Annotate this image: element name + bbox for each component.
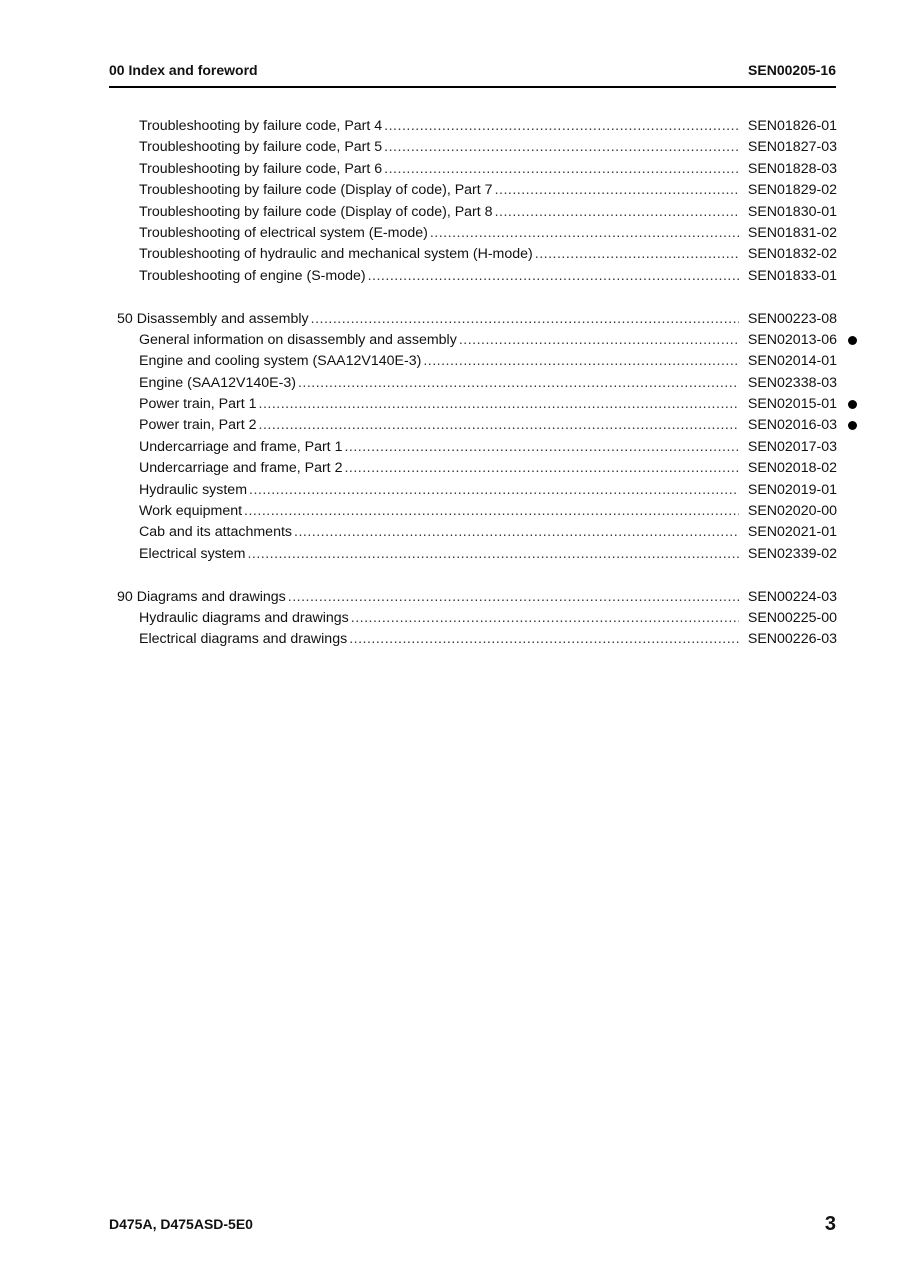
- leader-dots: [288, 587, 739, 608]
- leader-dots: [495, 202, 739, 223]
- toc-entry-title: Hydraulic system: [139, 481, 248, 498]
- toc-entry-title: Troubleshooting by failure code, Part 4: [139, 118, 383, 134]
- header-section-title: 00 Index and foreword: [109, 62, 258, 78]
- toc-entry-code: SEN02017-03: [747, 438, 837, 455]
- toc-entry[interactable]: [117, 522, 837, 543]
- toc-entry[interactable]: [117, 137, 837, 158]
- toc-entry-title: Troubleshooting by failure code (Display of code), Part 8: [139, 203, 493, 220]
- toc-section-code: SEN00223-08: [747, 310, 837, 327]
- leader-dots: [349, 629, 739, 650]
- toc-entry-title: Work equipment: [139, 503, 243, 520]
- toc-entry[interactable]: [117, 244, 837, 265]
- toc-entry-code: SEN02338-03: [747, 374, 837, 391]
- toc-entry-title: Electrical diagrams and drawings: [139, 631, 348, 648]
- toc-entry-title: Engine (SAA12V140E-3): [139, 374, 296, 391]
- leader-dots: [244, 501, 739, 522]
- toc-entry[interactable]: [117, 266, 837, 287]
- leader-dots: [259, 394, 740, 415]
- toc-section-title: 90 Diagrams and drawings: [117, 588, 286, 605]
- toc-entry-code: SEN01832-02: [747, 246, 837, 263]
- toc-entry[interactable]: [117, 202, 837, 223]
- toc-entry[interactable]: [117, 159, 837, 180]
- revision-bullet-icon: [848, 400, 857, 409]
- page-number: 3: [824, 1212, 836, 1235]
- toc-entry-title: General information on disassembly and assembly: [139, 331, 457, 348]
- toc-entry[interactable]: [117, 116, 837, 137]
- header-rule: [109, 86, 836, 88]
- toc-entry-title: Undercarriage and frame, Part 2: [139, 460, 343, 477]
- leader-dots: [495, 180, 739, 201]
- toc-entry-title: Electrical system: [139, 545, 246, 562]
- leader-dots: [384, 116, 739, 137]
- leader-dots: [430, 223, 739, 244]
- toc-entry-code: SEN02339-02: [747, 545, 837, 562]
- toc-entry-code: SEN01833-01: [747, 267, 837, 284]
- revision-bullet-icon: [848, 421, 857, 430]
- toc-entry[interactable]: [117, 480, 837, 501]
- leader-dots: [384, 159, 739, 180]
- toc-entry[interactable]: [117, 223, 837, 244]
- toc-entry-code: SEN02014-01: [747, 353, 837, 370]
- leader-dots: [259, 415, 740, 436]
- toc-entry-code: SEN01827-03: [747, 139, 837, 156]
- toc-entry[interactable]: [117, 544, 837, 565]
- toc-entry-title: Troubleshooting of engine (S-mode): [139, 267, 366, 284]
- leader-dots: [535, 244, 739, 265]
- toc-section-title: 50 Disassembly and assembly: [117, 310, 309, 327]
- toc-entry-title: Troubleshooting by failure code, Part 5: [139, 139, 383, 156]
- toc-entry-code: SEN01828-03: [747, 160, 837, 177]
- toc-entry-title: Troubleshooting of hydraulic and mechanical system (H-mode): [139, 246, 533, 263]
- toc-entry-title: Troubleshooting by failure code (Display of code), Part 7: [139, 182, 493, 199]
- leader-dots: [249, 480, 739, 501]
- toc-entry[interactable]: [117, 629, 837, 650]
- toc-entry-code: SEN01829-02: [747, 182, 837, 199]
- leader-dots: [247, 544, 739, 565]
- toc-entry[interactable]: [117, 394, 837, 415]
- section-gap: [117, 287, 837, 308]
- toc-entry[interactable]: [117, 501, 837, 522]
- toc-entry-title: Cab and its attachments: [139, 524, 292, 541]
- leader-dots: [423, 351, 739, 372]
- leader-dots: [384, 137, 739, 158]
- toc-entry-code: SEN00226-03: [747, 631, 837, 648]
- toc-entry-code: SEN02020-00: [747, 503, 837, 520]
- toc-entry-code: SEN00225-00: [747, 609, 837, 626]
- toc-entry-code: SEN02016-03: [747, 417, 837, 434]
- toc-section-heading[interactable]: [117, 587, 837, 608]
- toc-entry-code: SEN01831-02: [747, 224, 837, 241]
- toc-entry[interactable]: [117, 458, 837, 479]
- leader-dots: [459, 330, 739, 351]
- toc-entry-title: Troubleshooting of electrical system (E-mode): [139, 224, 428, 241]
- header-doc-code: SEN00205-16: [748, 62, 836, 78]
- toc-entry[interactable]: [117, 373, 837, 394]
- toc-entry[interactable]: [117, 351, 837, 372]
- toc-entry-code: SEN02015-01: [747, 396, 837, 413]
- toc-section-code: SEN00224-03: [747, 588, 837, 605]
- toc-entry-code: SEN02018-02: [747, 460, 837, 477]
- leader-dots: [298, 373, 739, 394]
- page-footer: [109, 1210, 836, 1238]
- toc-entry-title: Power train, Part 1: [139, 396, 257, 413]
- leader-dots: [294, 522, 739, 543]
- toc-entry-code: SEN01826-01: [747, 118, 837, 134]
- revision-bullet-icon: [848, 336, 857, 345]
- toc-entry[interactable]: [117, 437, 837, 458]
- footer-model-name: D475A, D475ASD-5E0: [109, 1216, 253, 1232]
- toc-entry-title: Troubleshooting by failure code, Part 6: [139, 160, 383, 177]
- toc-entry-title: Engine and cooling system (SAA12V140E-3): [139, 353, 422, 370]
- toc-entry-code: SEN02013-06: [747, 331, 837, 348]
- toc-section-heading[interactable]: [117, 309, 837, 330]
- toc-entry-code: SEN01830-01: [747, 203, 837, 220]
- table-of-contents: [117, 116, 837, 651]
- page-header: [109, 60, 836, 80]
- toc-entry-title: Undercarriage and frame, Part 1: [139, 438, 343, 455]
- toc-entry-title: Power train, Part 2: [139, 417, 257, 434]
- toc-entry[interactable]: [117, 330, 837, 351]
- leader-dots: [311, 309, 739, 330]
- leader-dots: [351, 608, 739, 629]
- leader-dots: [368, 266, 739, 287]
- leader-dots: [344, 437, 739, 458]
- toc-entry-title: Hydraulic diagrams and drawings: [139, 609, 349, 626]
- toc-entry[interactable]: [117, 180, 837, 201]
- toc-entry[interactable]: [117, 608, 837, 629]
- toc-entry-code: SEN02019-01: [747, 481, 837, 498]
- section-gap: [117, 565, 837, 586]
- toc-entry[interactable]: [117, 415, 837, 436]
- leader-dots: [344, 458, 739, 479]
- toc-entry-code: SEN02021-01: [747, 524, 837, 541]
